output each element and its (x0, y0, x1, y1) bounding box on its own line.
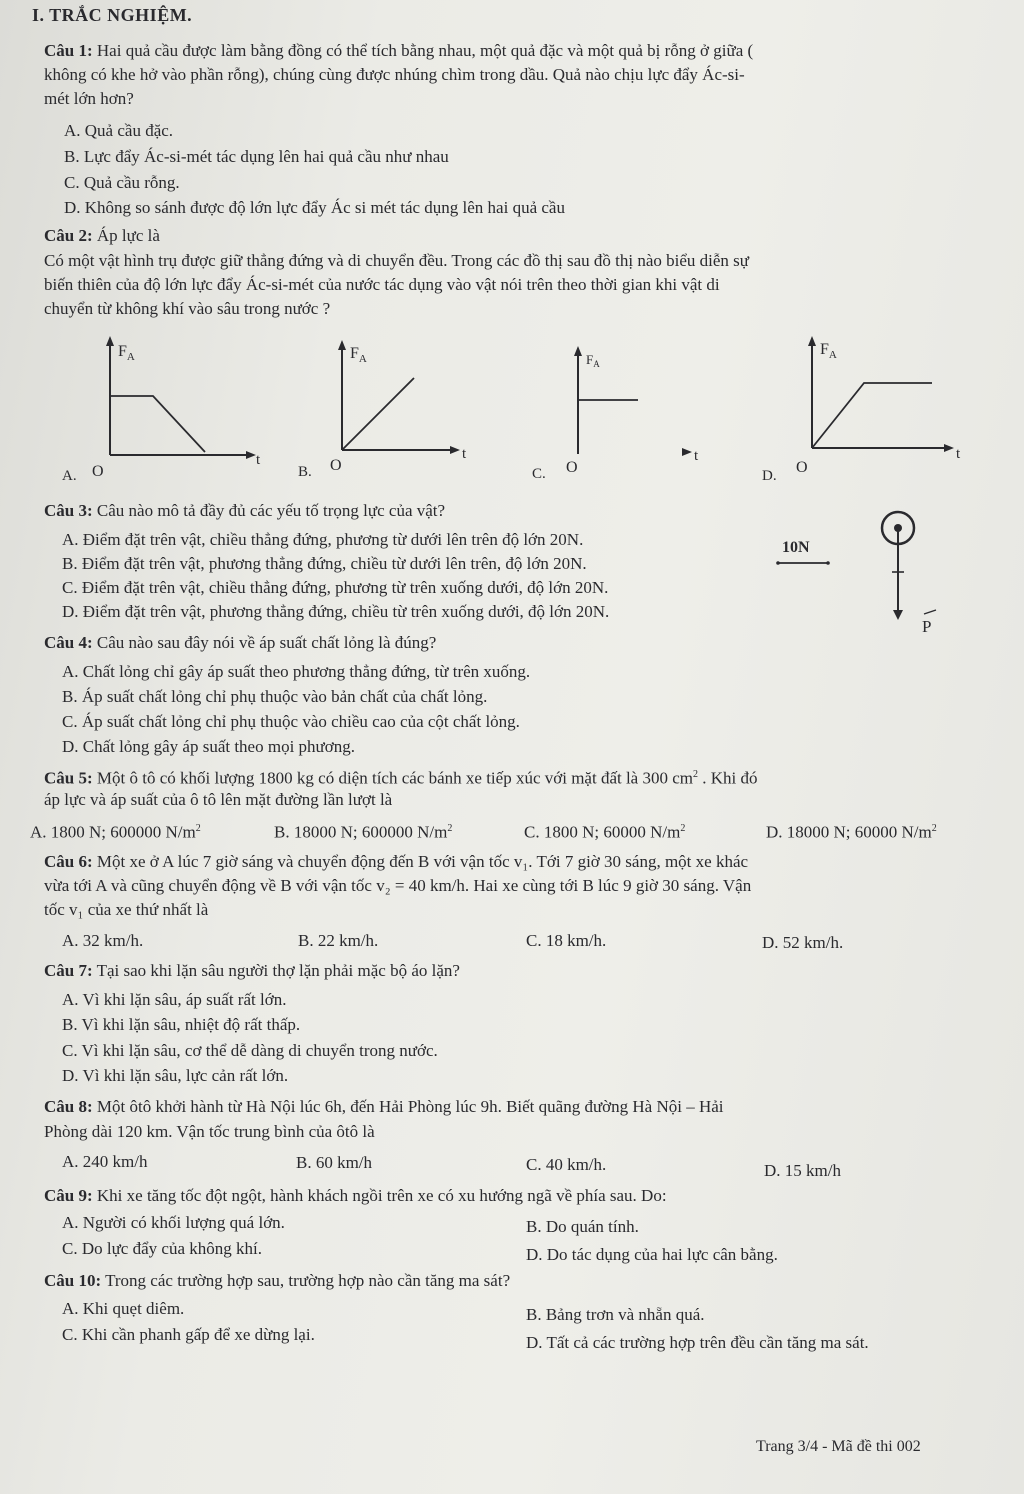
q1-option-b: B. Lực đẩy Ác-si-mét tác dụng lên hai quả cầu như nhau (64, 147, 449, 166)
q4-label: Câu 4: (44, 633, 93, 652)
graph-b-x-label: t (462, 446, 467, 462)
scale-label: 10N (782, 539, 810, 556)
q2-title-line: Câu 2: Áp lực là (44, 226, 160, 245)
q5-line2: áp lực và áp suất của ô tô lên mặt đường lần lượt là (44, 790, 393, 809)
q7-title-line: Câu 7: Tại sao khi lặn sâu người thợ lặn phải mặc bộ áo lặn? (44, 961, 460, 980)
graph-b-y-label: $F_A$ (350, 345, 367, 365)
q7-option-a: A. Vì khi lặn sâu, áp suất rất lớn. (62, 990, 287, 1009)
q6-option-a: A. 32 km/h. (62, 931, 144, 950)
graph-b (296, 330, 496, 490)
graph-c-x-label: t (694, 448, 699, 464)
graph-d (760, 328, 980, 488)
q10-option-b: B. Bảng trơn và nhẵn quá. (526, 1305, 705, 1324)
graph-c (528, 336, 728, 486)
q5-option-b: B. 18000 N; 600000 $N/m^2$ (274, 822, 453, 842)
q9-option-d: D. Do tác dụng của hai lực cân bằng. (526, 1245, 778, 1264)
q7-option-d: D. Vì khi lặn sâu, lực cản rất lớn. (62, 1066, 289, 1085)
q5-option-a: A. 1800 N; 600000 $N/m^2$ (30, 822, 201, 842)
graph-d-option-label: D. (762, 468, 777, 484)
graph-d-y-label: $F_A$ (820, 341, 837, 361)
q4-option-a: A. Chất lỏng chỉ gây áp suất theo phương thẳng đứng, từ trên xuống. (62, 662, 531, 681)
q1-option-c: C. Quả cầu rỗng. (64, 173, 180, 192)
q9-option-a: A. Người có khối lượng quá lớn. (62, 1213, 285, 1232)
graph-b-option-label: B. (298, 464, 312, 480)
graph-a-x-label: t (256, 452, 261, 468)
graph-d-origin: O (796, 459, 808, 476)
q8-option-a: A. 240 km/h (62, 1152, 148, 1171)
graph-b-origin: O (330, 457, 342, 474)
section-title: I. TRẮC NGHIỆM. (32, 5, 193, 25)
graph-a-option-label: A. (62, 468, 77, 484)
q2-line3: chuyển từ không khí vào sâu trong nước ? (44, 299, 331, 318)
q3-option-a: A. Điểm đặt trên vật, chiều thẳng đứng, phương từ dưới lên trên độ lớn 20N. (62, 530, 584, 549)
graph-d-x-label: t (956, 446, 961, 462)
q6-label: Câu 6: (44, 852, 93, 871)
q4-option-c: C. Áp suất chất lỏng chỉ phụ thuộc vào chiều cao của cột chất lỏng. (62, 712, 520, 731)
q1-label: Câu 1: (44, 41, 93, 60)
q6-line1: Câu 6: Một xe ở A lúc 7 giờ sáng và chuyển động đến B với vận tốc v₁. Tới 7 giờ 30 sáng, một xe khác (44, 852, 749, 871)
q3-label: Câu 3: (44, 501, 93, 520)
q2-line1: Có một vật hình trụ được giữ thẳng đứng và di chuyển đều. Trong các đồ thị sau đồ thị nào biểu diễn sự (44, 251, 749, 270)
q2-label: Câu 2: (44, 226, 93, 245)
graph-c-origin: O (566, 459, 578, 476)
q9-option-b: B. Do quán tính. (526, 1217, 639, 1236)
q10-option-a: A. Khi quẹt diêm. (62, 1299, 185, 1318)
q5-option-c: C. 1800 N; 60000 $N/m^2$ (524, 822, 686, 842)
q3-title-line: Câu 3: Câu nào mô tả đầy đủ các yếu tố trọng lực của vật? (44, 501, 446, 520)
q6-option-b: B. 22 km/h. (298, 931, 379, 950)
force-label: P (922, 617, 932, 636)
q3-option-b: B. Điểm đặt trên vật, phương thẳng đứng, chiều từ dưới lên trên, độ lớn 20N. (62, 554, 587, 573)
q3-option-c: C. Điểm đặt trên vật, chiều thẳng đứng, phương từ trên xuống dưới, độ lớn 20N. (62, 578, 609, 597)
gravity-force-diagram (770, 508, 970, 640)
graph-c-y-label: $F_A$ (586, 352, 600, 369)
q4-option-b: B. Áp suất chất lỏng chỉ phụ thuộc vào bản chất của chất lỏng. (62, 687, 488, 706)
q10-option-d: D. Tất cả các trường hợp trên đều cần tăng ma sát. (526, 1333, 869, 1352)
q8-option-c: C. 40 km/h. (526, 1155, 607, 1174)
q8-line1: Câu 8: Một ôtô khởi hành từ Hà Nội lúc 6h, đến Hải Phòng lúc 9h. Biết quãng đường Hà Nội – Hải (44, 1097, 724, 1116)
q10-title-line: Câu 10: Trong các trường hợp sau, trường hợp nào cần tăng ma sát? (44, 1271, 511, 1290)
q1-line2: không có khe hở vào phần rỗng), chúng cùng được nhúng chìm trong dầu. Quả nào chịu lực đẩy Ác-si- (44, 65, 745, 84)
graph-c-option-label: C. (532, 466, 546, 482)
q8-option-b: B. 60 km/h (296, 1153, 373, 1172)
q2-line2: biến thiên của độ lớn lực đẩy Ác-si-mét của nước tác dụng vào vật nói trên theo thời gian khi vật di (44, 275, 720, 294)
q6-line2: vừa tới A và cũng chuyển động về B với vận tốc v₂ = 40 km/h. Hai xe cùng tới B lúc 9 giờ 30 sáng. Vận (44, 876, 752, 895)
q1-line1: Câu 1: Hai quả cầu được làm bằng đồng có thể tích bằng nhau, một quả đặc và một quả bị rỗng ở giữa ( (44, 41, 754, 60)
q10-label: Câu 10: (44, 1271, 102, 1290)
q4-title-line: Câu 4: Câu nào sau đây nói về áp suất chất lỏng là đúng? (44, 633, 437, 652)
q9-title-line: Câu 9: Khi xe tăng tốc đột ngột, hành khách ngồi trên xe có xu hướng ngã về phía sau. Do: (44, 1186, 667, 1205)
q10-option-c: C. Khi cần phanh gấp để xe dừng lại. (62, 1325, 315, 1344)
graph-a (60, 330, 280, 490)
q7-label: Câu 7: (44, 961, 93, 980)
q1-option-d: D. Không so sánh được độ lớn lực đẩy Ác si mét tác dụng lên hai quả cầu (64, 198, 565, 217)
q9-option-c: C. Do lực đẩy của không khí. (62, 1239, 262, 1258)
q8-label: Câu 8: (44, 1097, 93, 1116)
q7-option-b: B. Vì khi lặn sâu, nhiệt độ rất thấp. (62, 1015, 301, 1034)
q8-line2: Phòng dài 120 km. Vận tốc trung bình của ôtô là (44, 1122, 375, 1141)
q6-option-d: D. 52 km/h. (762, 933, 844, 952)
q5-line1: Câu 5: Một ô tô có khối lượng 1800 kg có diện tích các bánh xe tiếp xúc với mặt đất là 300 $cm^2$ . Khi đó (44, 768, 758, 788)
q1-option-a: A. Quả cầu đặc. (64, 121, 174, 140)
q7-option-c: C. Vì khi lặn sâu, cơ thể dễ dàng di chuyển trong nước. (62, 1041, 438, 1060)
page-footer: Trang 3/4 - Mã đề thi 002 (756, 1438, 921, 1455)
q6-option-c: C. 18 km/h. (526, 931, 607, 950)
q6-line3: tốc v₁ của xe thứ nhất là (44, 900, 209, 919)
graph-a-origin: O (92, 463, 104, 480)
q1-line3: mét lớn hơn? (44, 89, 134, 108)
q5-option-d: D. 18000 N; 60000 $N/m^2$ (766, 822, 937, 842)
graph-a-y-label: $F_A$ (118, 343, 135, 363)
q8-option-d: D. 15 km/h (764, 1161, 841, 1180)
q3-option-d: D. Điểm đặt trên vật, phương thẳng đứng, chiều từ trên xuống dưới, độ lớn 20N. (62, 602, 610, 621)
q9-label: Câu 9: (44, 1186, 93, 1205)
q5-label: Câu 5: (44, 768, 93, 788)
q4-option-d: D. Chất lỏng gây áp suất theo mọi phương. (62, 737, 356, 756)
